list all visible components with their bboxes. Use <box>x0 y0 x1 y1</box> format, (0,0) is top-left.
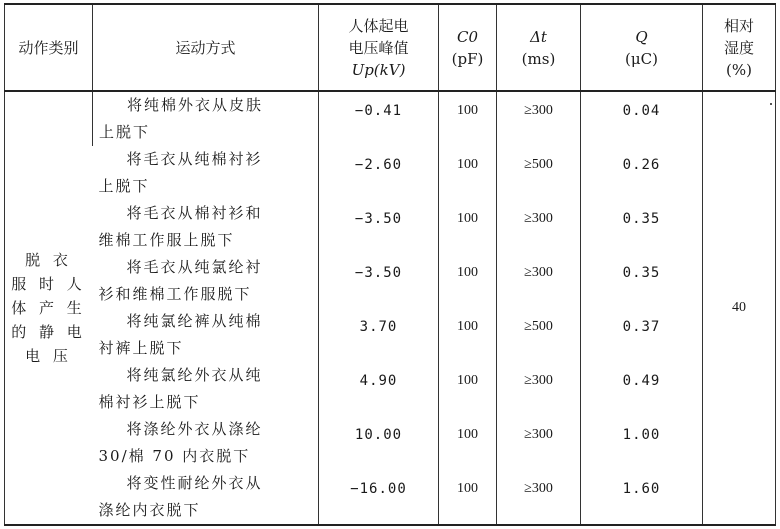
voltage-cell: 3.70 <box>319 308 439 362</box>
capacitance-cell: 100 <box>439 91 497 146</box>
category-cell <box>5 91 93 525</box>
category-line: 的 静 电 <box>11 323 86 341</box>
charge-cell: 1.60 <box>581 470 703 525</box>
mode-line1: 将纯棉外衣从皮肤 <box>127 96 264 114</box>
header-humidity-line1: 相对 <box>723 16 754 35</box>
mode-line2: 维棉工作服上脱下 <box>98 231 235 249</box>
header-humidity <box>703 4 776 91</box>
charge-cell: 0.49 <box>581 362 703 416</box>
table-row <box>5 362 776 416</box>
voltage-cell: −2.60 <box>319 146 439 200</box>
header-category-label: 动作类别 <box>18 38 79 57</box>
header-dt <box>497 4 581 91</box>
voltage-cell: −3.50 <box>319 254 439 308</box>
mode-cell <box>93 254 319 308</box>
capacitance-cell: 100 <box>439 146 497 200</box>
mode-line2: 30/棉 70 内衣脱下 <box>98 447 251 465</box>
mode-line2: 上脱下 <box>98 177 150 195</box>
category-line: 服 时 人 <box>11 275 86 293</box>
capacitance-cell: 100 <box>439 416 497 470</box>
header-capacitance <box>439 4 497 91</box>
mode-line1: 将涤纶外衣从涤纶 <box>126 420 263 438</box>
voltage-cell: −3.50 <box>319 200 439 254</box>
dt-cell: ≥300 <box>497 470 581 525</box>
voltage-cell: 10.00 <box>319 416 439 470</box>
charge-cell: 0.26 <box>581 146 703 200</box>
header-row <box>5 4 776 91</box>
mode-line2: 衬裤上脱下 <box>98 339 184 357</box>
header-category <box>5 4 93 91</box>
capacitance-cell: 100 <box>439 362 497 416</box>
header-dt-symbol: Δt <box>530 27 547 46</box>
mode-cell <box>93 416 319 470</box>
category-line: 脱 衣 <box>25 251 72 269</box>
humidity-cell: 40 <box>703 91 776 525</box>
dt-cell: ≥300 <box>497 362 581 416</box>
header-mode <box>93 4 319 91</box>
table-row <box>5 254 776 308</box>
dt-cell: ≥300 <box>497 91 581 146</box>
charge-cell: 0.35 <box>581 254 703 308</box>
header-voltage <box>319 4 439 91</box>
mode-line2: 上脱下 <box>99 123 151 141</box>
header-charge-symbol: Q <box>635 27 648 46</box>
header-charge-unit: (μC) <box>625 49 658 68</box>
mode-line1: 将毛衣从棉衬衫和 <box>126 204 263 222</box>
capacitance-cell: 100 <box>439 254 497 308</box>
mode-cell <box>93 146 319 200</box>
header-charge <box>581 4 703 91</box>
mode-line1: 将毛衣从纯氯纶衬 <box>126 258 263 276</box>
table-row <box>5 308 776 362</box>
esd-table <box>4 3 776 526</box>
mode-cell <box>93 91 319 146</box>
mode-line2: 棉衬衫上脱下 <box>98 393 201 411</box>
capacitance-cell: 100 <box>439 470 497 525</box>
dt-cell: ≥500 <box>497 146 581 200</box>
scan-speck <box>770 103 772 105</box>
voltage-cell: −0.41 <box>319 91 439 146</box>
header-capacitance-unit: (pF) <box>451 49 484 68</box>
dt-cell: ≥300 <box>497 416 581 470</box>
dt-cell: ≥500 <box>497 308 581 362</box>
charge-cell: 0.04 <box>581 91 703 146</box>
voltage-cell: −16.00 <box>319 470 439 525</box>
table-row <box>5 91 776 146</box>
mode-cell <box>93 308 319 362</box>
category-line: 体 产 生 <box>11 299 86 317</box>
capacitance-cell: 100 <box>439 200 497 254</box>
mode-line2: 衫和维棉工作服脱下 <box>98 285 252 303</box>
header-dt-unit: (ms) <box>521 49 556 68</box>
header-voltage-line3: Up(kV) <box>351 60 406 79</box>
capacitance-cell: 100 <box>439 308 497 362</box>
dt-cell: ≥300 <box>497 200 581 254</box>
mode-cell <box>93 200 319 254</box>
mode-cell <box>93 362 319 416</box>
table-row <box>5 416 776 470</box>
header-humidity-line3: (%) <box>726 60 752 79</box>
table-row <box>5 146 776 200</box>
header-humidity-line2: 湿度 <box>723 38 754 57</box>
header-capacitance-symbol: C0 <box>456 27 479 46</box>
voltage-cell: 4.90 <box>319 362 439 416</box>
charge-cell: 0.37 <box>581 308 703 362</box>
mode-line1: 将毛衣从纯棉衬衫 <box>126 150 263 168</box>
header-mode-label: 运动方式 <box>175 38 236 57</box>
mode-line1: 将纯氯纶裤从纯棉 <box>126 312 263 330</box>
table-row <box>5 470 776 525</box>
table-row <box>5 200 776 254</box>
charge-cell: 1.00 <box>581 416 703 470</box>
mode-line2: 涤纶内衣脱下 <box>98 501 201 519</box>
mode-cell <box>93 470 319 525</box>
charge-cell: 0.35 <box>581 200 703 254</box>
header-voltage-line1: 人体起电 <box>348 16 409 35</box>
header-voltage-line2: 电压峰值 <box>348 38 409 57</box>
dt-cell: ≥300 <box>497 254 581 308</box>
category-line: 电 压 <box>25 347 72 365</box>
mode-line1: 将变性耐纶外衣从 <box>126 474 263 492</box>
mode-line1: 将纯氯纶外衣从纯 <box>126 366 263 384</box>
